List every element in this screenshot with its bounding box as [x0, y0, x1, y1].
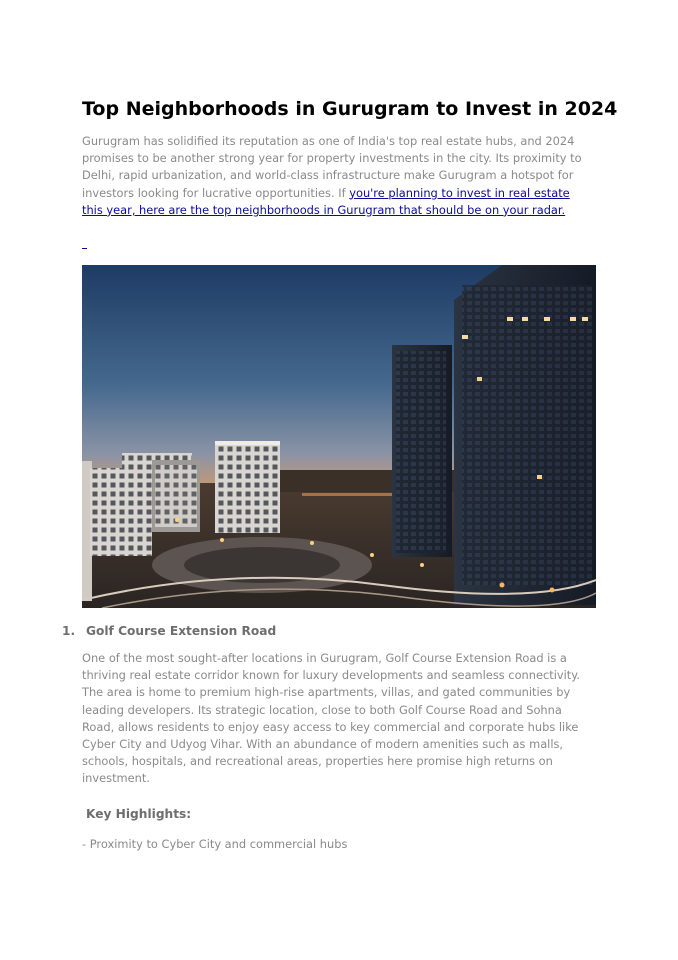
- section-heading: Golf Course Extension Road: [86, 624, 277, 638]
- intro-text: Gurugram has solidified its reputation as one of India's top real estate hubs, and 2024 promises to be another strong year for property investments in the city. Its proximity to Delhi, rapid urbanization, and world-class infrastructure make Gurugram a hotspot for investors looking for lucrative opportunities. If: [82, 134, 582, 200]
- invest-guide-link[interactable]: you're planning to invest in real estate this year, here are the top neighborhoods in Gurugram that should be on your radar.: [82, 185, 570, 217]
- section-body: One of the most sought-after locations in Gurugram, Golf Course Extension Road is a thriving real estate corridor known for luxury developments and seamless connectivity. The area is home to premium high-rise apartments, villas, and gated communities by leading developers. Its strategic location, close to both Golf Course Road and Sohna Road, allows residents to enjoy easy access to key commercial and corporate hubs like Cyber City and Udyog Vihar. With an abundance of modern amenities such as malls, schools, hospitals, and recreational areas, properties here promise high returns on investment.: [82, 651, 580, 786]
- highlight-item: - Proximity to Cyber City and commercial hubs: [82, 837, 348, 851]
- gurugram-skyline-photo: [82, 265, 596, 608]
- key-highlights-heading: Key Highlights:: [86, 807, 192, 821]
- empty-hyperlink[interactable]: [82, 236, 87, 249]
- section-number: 1.: [62, 624, 76, 638]
- intro-paragraph: [82, 133, 587, 219]
- article-title: Top Neighborhoods in Gurugram to Invest in 2024: [82, 98, 618, 120]
